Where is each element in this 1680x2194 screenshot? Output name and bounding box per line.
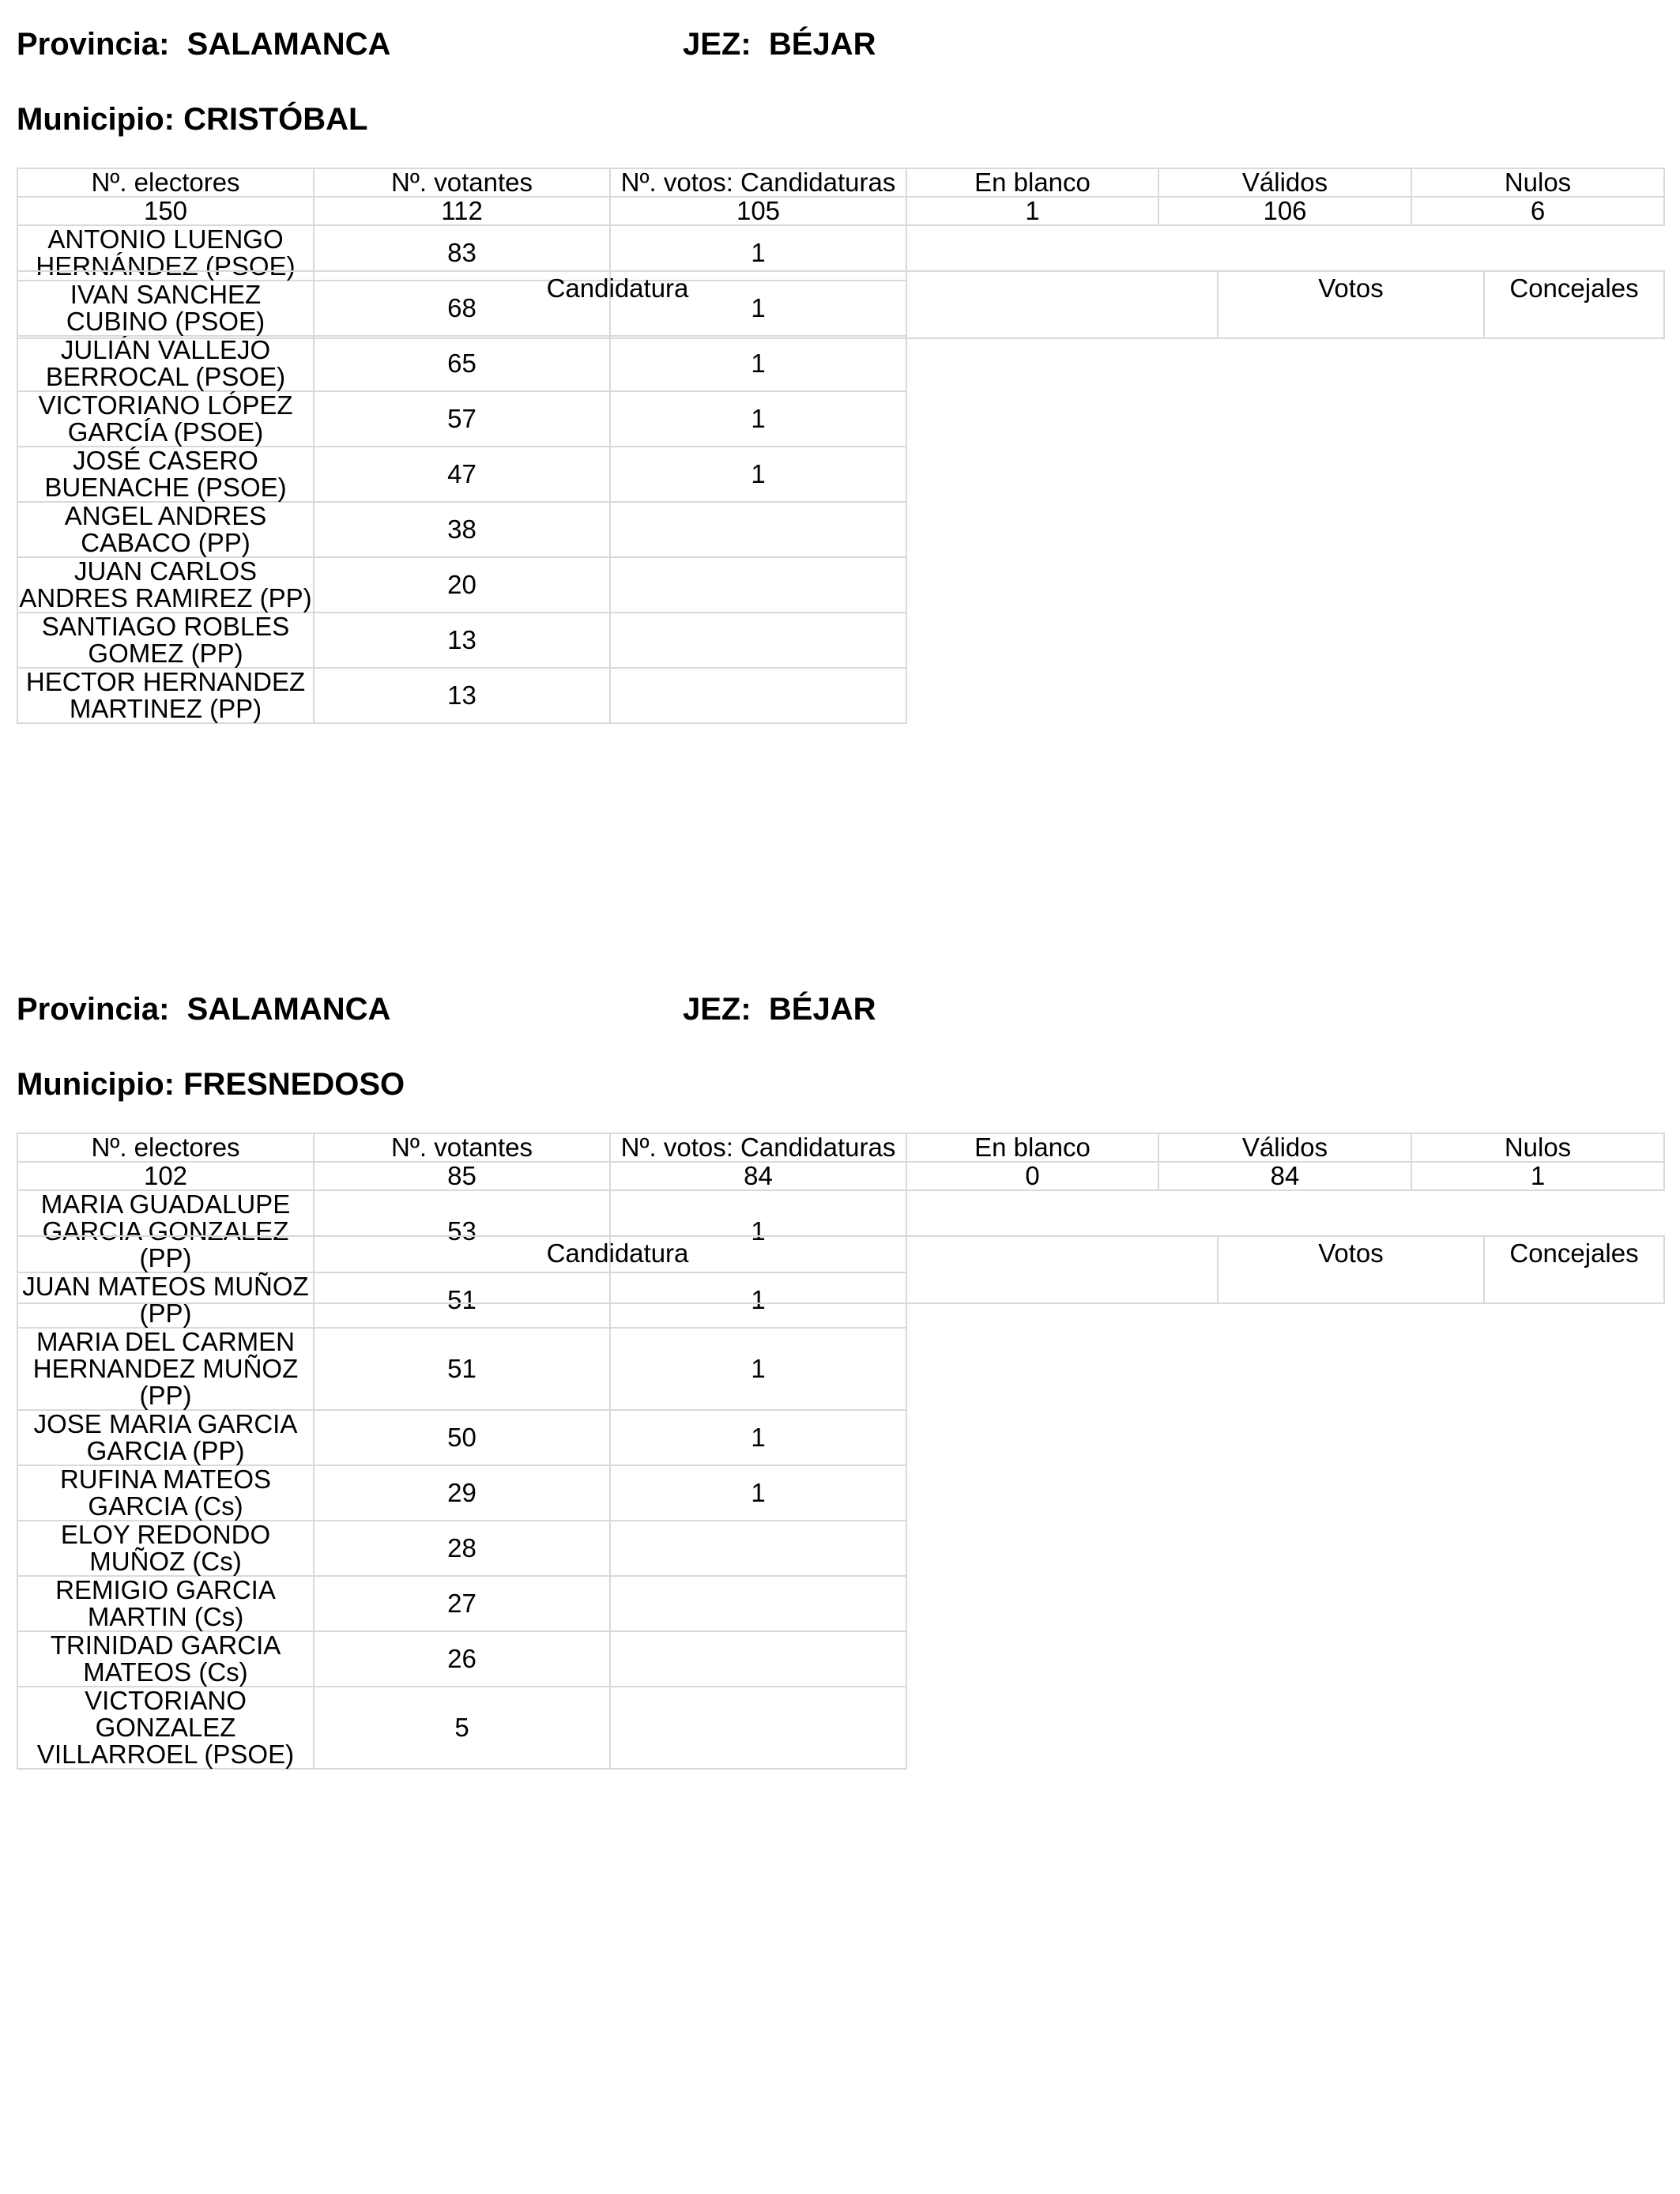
summary-header-validos: Válidos	[1158, 1133, 1411, 1162]
municipio-line	[17, 104, 367, 135]
candidate-name: JUAN CARLOS ANDRES RAMIREZ (PP)	[17, 557, 314, 613]
candidate-seats: 1	[610, 1190, 906, 1272]
provincia-label: Provincia:	[17, 992, 170, 1027]
summary-value-votantes: 112	[314, 197, 610, 225]
candidate-name: VICTORIANO GONZALEZ VILLARROEL (PSOE)	[17, 1687, 314, 1769]
summary-value-row	[17, 1162, 1664, 1190]
candidate-seats: 1	[610, 225, 906, 281]
summary-header-electores: Nº. electores	[17, 168, 314, 197]
candidate-name: HECTOR HERNANDEZ MARTINEZ (PP)	[17, 668, 314, 723]
candidate-row	[17, 1687, 1664, 1769]
summary-header-row	[17, 1133, 1664, 1162]
candidate-name: MARIA DEL CARMEN HERNANDEZ MUÑOZ (PP)	[17, 1328, 314, 1410]
candidate-votes: 38	[314, 502, 610, 557]
summary-header-en-blanco: En blanco	[906, 168, 1158, 197]
candidate-name: TRINIDAD GARCIA MATEOS (Cs)	[17, 1631, 314, 1687]
candidate-row	[17, 447, 1664, 502]
summary-value-nulos: 1	[1411, 1162, 1664, 1190]
candidate-seats: 1	[610, 1465, 906, 1521]
candidate-votes: 5	[314, 1687, 610, 1769]
concejales-header: Concejales	[1484, 1236, 1664, 1303]
candidate-name: JOSE MARIA GARCIA GARCIA (PP)	[17, 1410, 314, 1465]
candidate-name: ANTONIO LUENGO HERNÁNDEZ (PSOE)	[17, 225, 314, 281]
candidate-seats	[610, 502, 906, 557]
summary-header-row	[17, 168, 1664, 197]
summary-value-votos-candidaturas: 105	[610, 197, 906, 225]
summary-value-validos: 84	[1158, 1162, 1411, 1190]
candidate-votes: 29	[314, 1465, 610, 1521]
candidate-seats	[610, 557, 906, 613]
candidate-votes: 50	[314, 1410, 610, 1465]
provincia-line	[17, 28, 390, 60]
jez-line	[683, 993, 876, 1025]
concejales-header: Concejales	[1484, 271, 1664, 338]
jez-value: BÉJAR	[768, 992, 876, 1027]
summary-header-votantes: Nº. votantes	[314, 1133, 610, 1162]
summary-value-validos: 106	[1158, 197, 1411, 225]
candidate-votes: 83	[314, 225, 610, 281]
candidate-seats	[610, 668, 906, 723]
summary-value-nulos: 6	[1411, 197, 1664, 225]
municipio-value: FRESNEDOSO	[183, 1067, 405, 1102]
candidate-row	[17, 668, 1664, 723]
summary-header-validos: Válidos	[1158, 168, 1411, 197]
candidate-votes: 57	[314, 391, 610, 447]
candidate-seats	[610, 1576, 906, 1631]
votos-header: Votos	[1218, 1236, 1484, 1303]
candidate-name: REMIGIO GARCIA MARTIN (Cs)	[17, 1576, 314, 1631]
candidate-votes: 65	[314, 336, 610, 391]
candidate-name: ANGEL ANDRES CABACO (PP)	[17, 502, 314, 557]
summary-value-electores: 150	[17, 197, 314, 225]
candidate-votes: 20	[314, 557, 610, 613]
candidate-votes: 26	[314, 1631, 610, 1687]
provincia-value: SALAMANCA	[186, 992, 391, 1027]
summary-header-electores: Nº. electores	[17, 1133, 314, 1162]
candidate-name: JOSÉ CASERO BUENACHE (PSOE)	[17, 447, 314, 502]
candidate-row	[17, 1328, 1664, 1410]
candidate-votes: 51	[314, 1328, 610, 1410]
candidatura-header: Candidatura	[17, 271, 1218, 338]
candidate-name: JULIÁN VALLEJO BERROCAL (PSOE)	[17, 336, 314, 391]
summary-header-votos-candidaturas: Nº. votos: Candidaturas	[610, 168, 906, 197]
summary-value-row	[17, 197, 1664, 225]
candidate-seats	[610, 613, 906, 668]
candidate-row	[17, 391, 1664, 447]
candidate-name: ELOY REDONDO MUÑOZ (Cs)	[17, 1521, 314, 1576]
candidates-header-row	[17, 1236, 1664, 1303]
candidate-row	[17, 1521, 1664, 1576]
candidate-row	[17, 557, 1664, 613]
candidate-row	[17, 502, 1664, 557]
candidate-name: SANTIAGO ROBLES GOMEZ (PP)	[17, 613, 314, 668]
summary-header-votantes: Nº. votantes	[314, 168, 610, 197]
candidate-row	[17, 1576, 1664, 1631]
candidate-seats	[610, 1521, 906, 1576]
candidate-name: IVAN SANCHEZ CUBINO (PSOE)	[17, 281, 314, 336]
candidate-seats: 1	[610, 391, 906, 447]
candidate-row	[17, 613, 1664, 668]
candidate-votes: 53	[314, 1190, 610, 1272]
candidate-name: RUFINA MATEOS GARCIA (Cs)	[17, 1465, 314, 1521]
municipio-value: CRISTÓBAL	[183, 102, 368, 137]
candidate-votes: 28	[314, 1521, 610, 1576]
candidate-seats	[610, 1687, 906, 1769]
jez-value: BÉJAR	[768, 27, 876, 62]
jez-label: JEZ:	[683, 992, 751, 1027]
candidate-seats: 1	[610, 1272, 906, 1328]
votos-header: Votos	[1218, 271, 1484, 338]
candidate-row	[17, 1465, 1664, 1521]
candidates-table	[17, 270, 1665, 339]
candidates-table	[17, 1235, 1665, 1304]
summary-value-votantes: 85	[314, 1162, 610, 1190]
candidate-name: JUAN MATEOS MUÑOZ (PP)	[17, 1272, 314, 1328]
summary-table	[17, 168, 1665, 724]
candidate-name: VICTORIANO LÓPEZ GARCÍA (PSOE)	[17, 391, 314, 447]
candidate-votes: 51	[314, 1272, 610, 1328]
jez-label: JEZ:	[683, 27, 751, 62]
candidate-votes: 68	[314, 281, 610, 336]
municipio-label: Municipio:	[17, 1067, 175, 1102]
summary-header-en-blanco: En blanco	[906, 1133, 1158, 1162]
candidate-row	[17, 336, 1664, 391]
summary-value-en-blanco: 0	[906, 1162, 1158, 1190]
summary-table	[17, 1133, 1665, 1770]
candidate-votes: 27	[314, 1576, 610, 1631]
candidate-row	[17, 1631, 1664, 1687]
provincia-label: Provincia:	[17, 27, 170, 62]
candidate-seats: 1	[610, 447, 906, 502]
summary-value-electores: 102	[17, 1162, 314, 1190]
candidatura-header: Candidatura	[17, 1236, 1218, 1303]
municipio-line	[17, 1069, 405, 1100]
candidate-seats: 1	[610, 281, 906, 336]
summary-header-nulos: Nulos	[1411, 1133, 1664, 1162]
candidate-votes: 13	[314, 668, 610, 723]
municipio-label: Municipio:	[17, 102, 175, 137]
candidate-votes: 47	[314, 447, 610, 502]
candidate-seats	[610, 1631, 906, 1687]
provincia-value: SALAMANCA	[186, 27, 391, 62]
jez-line	[683, 28, 876, 60]
candidate-votes: 13	[314, 613, 610, 668]
summary-value-en-blanco: 1	[906, 197, 1158, 225]
summary-header-nulos: Nulos	[1411, 168, 1664, 197]
summary-header-votos-candidaturas: Nº. votos: Candidaturas	[610, 1133, 906, 1162]
candidates-header-row	[17, 271, 1664, 338]
provincia-line	[17, 993, 390, 1025]
candidate-seats: 1	[610, 1410, 906, 1465]
candidate-row	[17, 1410, 1664, 1465]
summary-value-votos-candidaturas: 84	[610, 1162, 906, 1190]
candidate-seats: 1	[610, 1328, 906, 1410]
candidate-seats: 1	[610, 336, 906, 391]
candidate-name: MARIA GUADALUPE GARCIA GONZALEZ (PP)	[17, 1190, 314, 1272]
